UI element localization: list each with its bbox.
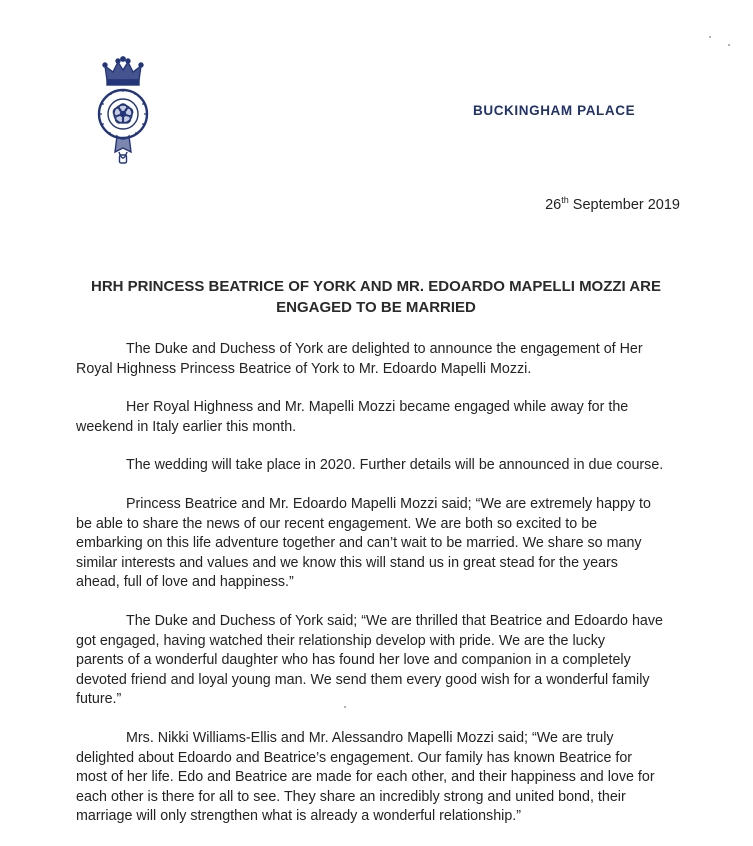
paragraph (76, 729, 696, 827)
paragraph-line: Mrs. Nikki Williams-Ellis and Mr. Alessandro Mapelli Mozzi said; “We are truly (126, 729, 614, 746)
scan-speck (344, 706, 346, 708)
paragraph (76, 612, 696, 710)
paragraph-line: Royal Highness Princess Beatrice of York to Mr. Edoardo Mapelli Mozzi. (76, 360, 532, 377)
announcement-headline (70, 276, 682, 318)
announcement-body (76, 340, 696, 846)
paragraph-line: each other is there for all to see. They share an incredibly strong and united bond, their (76, 788, 626, 805)
paragraph-line: delighted about Edoardo and Beatrice’s engagement. Our family has known Beatrice for (76, 749, 633, 766)
paragraph-line: marriage will only strengthen what is already a wonderful relationship.” (76, 808, 522, 825)
paragraph-line: be able to share the news of our recent engagement. We are both so excited to be (76, 515, 598, 532)
letter-date (545, 197, 680, 213)
paragraph-line: Her Royal Highness and Mr. Mapelli Mozzi became engaged while away for the (126, 399, 629, 416)
headline-line: ENGAGED TO BE MARRIED (276, 299, 476, 316)
paragraph-line: parents of a wonderful daughter who has found her love and companion in a completely (76, 652, 631, 669)
paragraph (76, 456, 696, 476)
paragraph (76, 340, 696, 379)
paragraph-line: embarking on this life adventure together and can’t wait to be married. We share so many (76, 535, 642, 552)
paragraph (76, 398, 696, 437)
paragraph-line: ahead, full of love and happiness.” (76, 574, 294, 591)
paragraph-line: The wedding will take place in 2020. Further details will be announced in due course. (126, 457, 664, 474)
letterhead-title: BUCKINGHAM PALACE (473, 103, 636, 118)
scan-speck (728, 44, 730, 46)
paragraph-line: got engaged, having watched their relationship develop with pride. We are the lucky (76, 632, 606, 649)
paragraph-line: most of her life. Edo and Beatrice are made for each other, and their happiness and love for (76, 769, 655, 786)
paragraph-line: Princess Beatrice and Mr. Edoardo Mapelli Mozzi said; “We are extremely happy to (126, 495, 651, 512)
royal-cypher-crest-icon (93, 56, 153, 168)
paragraph-line: similar interests and values and we know this will stand us in great stead for the years (76, 554, 618, 571)
paragraph-line: The Duke and Duchess of York said; “We are thrilled that Beatrice and Edoardo have (126, 612, 663, 629)
paragraph-line: weekend in Italy earlier this month. (76, 418, 297, 435)
paragraph-line: devoted friend and loyal young man. We send them every good wish for a wonderful family (76, 671, 650, 688)
scan-speck (709, 36, 711, 38)
date-suffix: th (561, 195, 569, 206)
paragraph (76, 495, 696, 593)
date-month-year: September 2019 (568, 197, 680, 213)
headline-line: HRH PRINCESS BEATRICE OF YORK AND MR. EDOARDO MAPELLI MOZZI ARE (90, 278, 661, 295)
paragraph-line: future.” (76, 691, 122, 708)
paragraph-line: The Duke and Duchess of York are delighted to announce the engagement of Her (126, 341, 643, 357)
date-day: 26 (545, 197, 562, 213)
